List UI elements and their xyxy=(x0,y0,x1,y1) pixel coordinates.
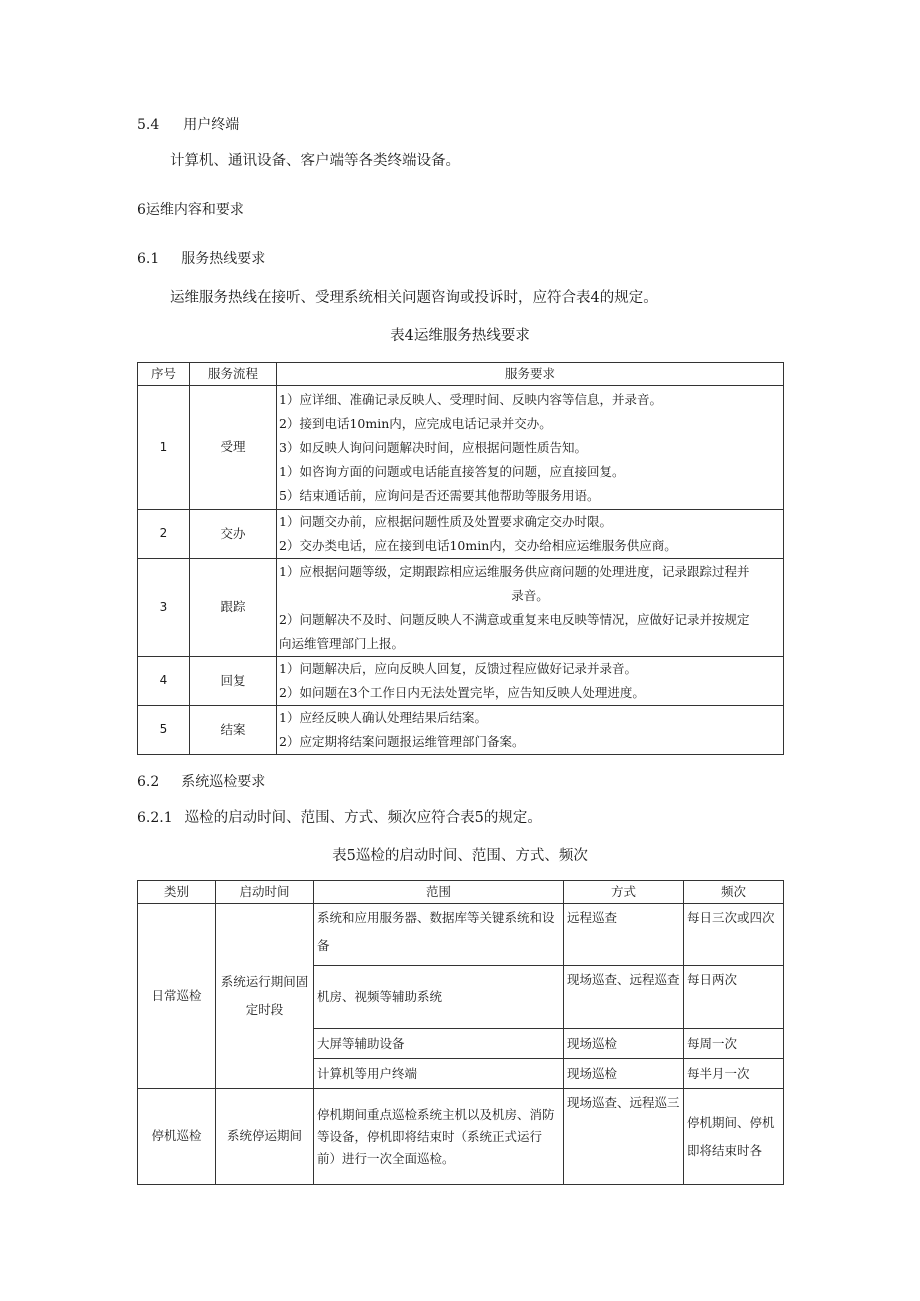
header-cell: 类别 xyxy=(138,881,216,904)
row-number: 5 xyxy=(138,706,190,755)
requirement-line: 3）如反映人询问问题解决时间，应根据问题性质告知。 xyxy=(279,439,587,455)
section-6-2-1-heading xyxy=(137,806,542,827)
requirement-line: 1）如咨询方面的问题或电话能直接答复的问题，应直接回复。 xyxy=(279,463,625,479)
table-5-caption: 表5巡检的启动时间、范围、方式、频次 xyxy=(332,848,588,864)
scope-cell: 大屏等辅助设备 xyxy=(314,1029,564,1059)
section-body: 巡检的启动时间、范围、方式、频次应符合表5的规定。 xyxy=(184,810,542,826)
section-6-2-heading xyxy=(137,771,265,791)
scope-cell: 系统和应用服务器、数据库等关键系统和设备 xyxy=(314,904,564,966)
section-number: 6.2 xyxy=(137,774,160,790)
section-number: 6.2.1 xyxy=(137,810,173,826)
section-number: 5.4 xyxy=(137,117,160,133)
service-requirements xyxy=(277,386,784,510)
table-row xyxy=(138,657,784,706)
table-row xyxy=(138,904,784,966)
table-row xyxy=(138,386,784,510)
service-requirements xyxy=(277,510,784,559)
service-step: 结案 xyxy=(190,706,277,755)
table-header-row xyxy=(138,363,784,386)
inspection-category: 日常巡检 xyxy=(138,904,216,1089)
header-cell: 范围 xyxy=(314,881,564,904)
header-cell: 启动时间 xyxy=(216,881,314,904)
requirement-line: 1）问题解决后，应向反映人回复，反馈过程应做好记录并录音。 xyxy=(279,661,637,676)
requirement-line: 1）应详细、准确记录反映人、受理时间、反映内容等信息，并录音。 xyxy=(279,391,662,407)
frequency-cell: 停机期间、停机即将结束时各 xyxy=(684,1089,784,1185)
section-6-1-body: 运维服务热线在接听、受理系统相关问题咨询或投诉时，应符合表4的规定。 xyxy=(170,290,658,306)
scope-cell: 机房、视频等辅助系统 xyxy=(314,966,564,1029)
table-row xyxy=(138,559,784,657)
requirement-line: 2）应定期将结案问题报运维管理部门备案。 xyxy=(279,734,525,749)
requirement-line: 2）问题解决不及时、问题反映人不满意或重复来电反映等情况，应做好记录并按规定 xyxy=(279,611,750,627)
section-5-4-heading xyxy=(137,114,239,134)
frequency-cell: 每日两次 xyxy=(684,966,784,1029)
table-row xyxy=(138,1089,784,1185)
row-number: 4 xyxy=(138,657,190,706)
service-requirements xyxy=(277,657,784,706)
row-number: 3 xyxy=(138,559,190,657)
requirement-line: 录音。 xyxy=(511,587,549,603)
method-cell: 现场巡检 xyxy=(564,1059,684,1089)
requirement-line: 2）接到电话10min内，应完成电话记录并交办。 xyxy=(279,415,552,431)
section-title: 系统巡检要求 xyxy=(181,774,266,790)
table-row xyxy=(138,510,784,559)
start-time: 系统运行期间固定时段 xyxy=(216,904,314,1089)
section-number: 6.1 xyxy=(137,251,160,267)
header-cell: 服务流程 xyxy=(190,363,277,386)
section-6-heading: 6运维内容和要求 xyxy=(137,202,244,218)
frequency-cell: 每日三次或四次 xyxy=(684,904,784,966)
requirement-line: 1）应根据问题等级，定期跟踪相应运维服务供应商问题的处理进度，记录跟踪过程并 xyxy=(279,563,750,579)
requirement-line: 2）交办类电话，应在接到电话10min内，交办给相应运维服务供应商。 xyxy=(279,538,677,553)
requirement-line: 1）应经反映人确认处理结果后结案。 xyxy=(279,710,487,725)
service-step: 跟踪 xyxy=(190,559,277,657)
scope-cell: 停机期间重点巡检系统主机以及机房、消防等设备，停机即将结束时（系统正式运行前）进行一次全面巡检。 xyxy=(314,1089,564,1185)
table-header-row xyxy=(138,881,784,904)
service-requirements xyxy=(277,559,784,657)
header-cell: 服务要求 xyxy=(277,363,784,386)
row-number: 1 xyxy=(138,386,190,510)
start-time: 系统停运期间 xyxy=(216,1089,314,1185)
frequency-cell: 每半月一次 xyxy=(684,1059,784,1089)
frequency-cell: 每周一次 xyxy=(684,1029,784,1059)
section-title: 用户终端 xyxy=(183,117,240,133)
method-cell: 现场巡查、远程巡查 xyxy=(564,966,684,1029)
service-step: 回复 xyxy=(190,657,277,706)
method-cell: 现场巡查、远程巡三 xyxy=(564,1089,684,1185)
table-5 xyxy=(137,880,784,1185)
row-number: 2 xyxy=(138,510,190,559)
section-6-1-heading xyxy=(137,248,265,268)
requirement-line: 1）问题交办前，应根据问题性质及处置要求确定交办时限。 xyxy=(279,514,612,529)
method-cell: 远程巡查 xyxy=(564,904,684,966)
table-row xyxy=(138,706,784,755)
service-step: 交办 xyxy=(190,510,277,559)
method-cell: 现场巡检 xyxy=(564,1029,684,1059)
requirement-line: 5）结束通话前，应询问是否还需要其他帮助等服务用语。 xyxy=(279,487,600,503)
header-cell: 频次 xyxy=(684,881,784,904)
scope-cell: 计算机等用户终端 xyxy=(314,1059,564,1089)
inspection-category: 停机巡检 xyxy=(138,1089,216,1185)
table-4-caption: 表4运维服务热线要求 xyxy=(390,328,530,344)
service-step: 受理 xyxy=(190,386,277,510)
section-title: 服务热线要求 xyxy=(181,251,266,267)
header-cell: 序号 xyxy=(138,363,190,386)
requirement-line: 2）如问题在3个工作日内无法处置完毕，应告知反映人处理进度。 xyxy=(279,685,645,700)
section-5-4-body: 计算机、通讯设备、客户端等各类终端设备。 xyxy=(170,153,460,169)
header-cell: 方式 xyxy=(564,881,684,904)
requirement-line: 向运维管理部门上报。 xyxy=(279,635,405,651)
service-requirements xyxy=(277,706,784,755)
table-4 xyxy=(137,362,784,755)
